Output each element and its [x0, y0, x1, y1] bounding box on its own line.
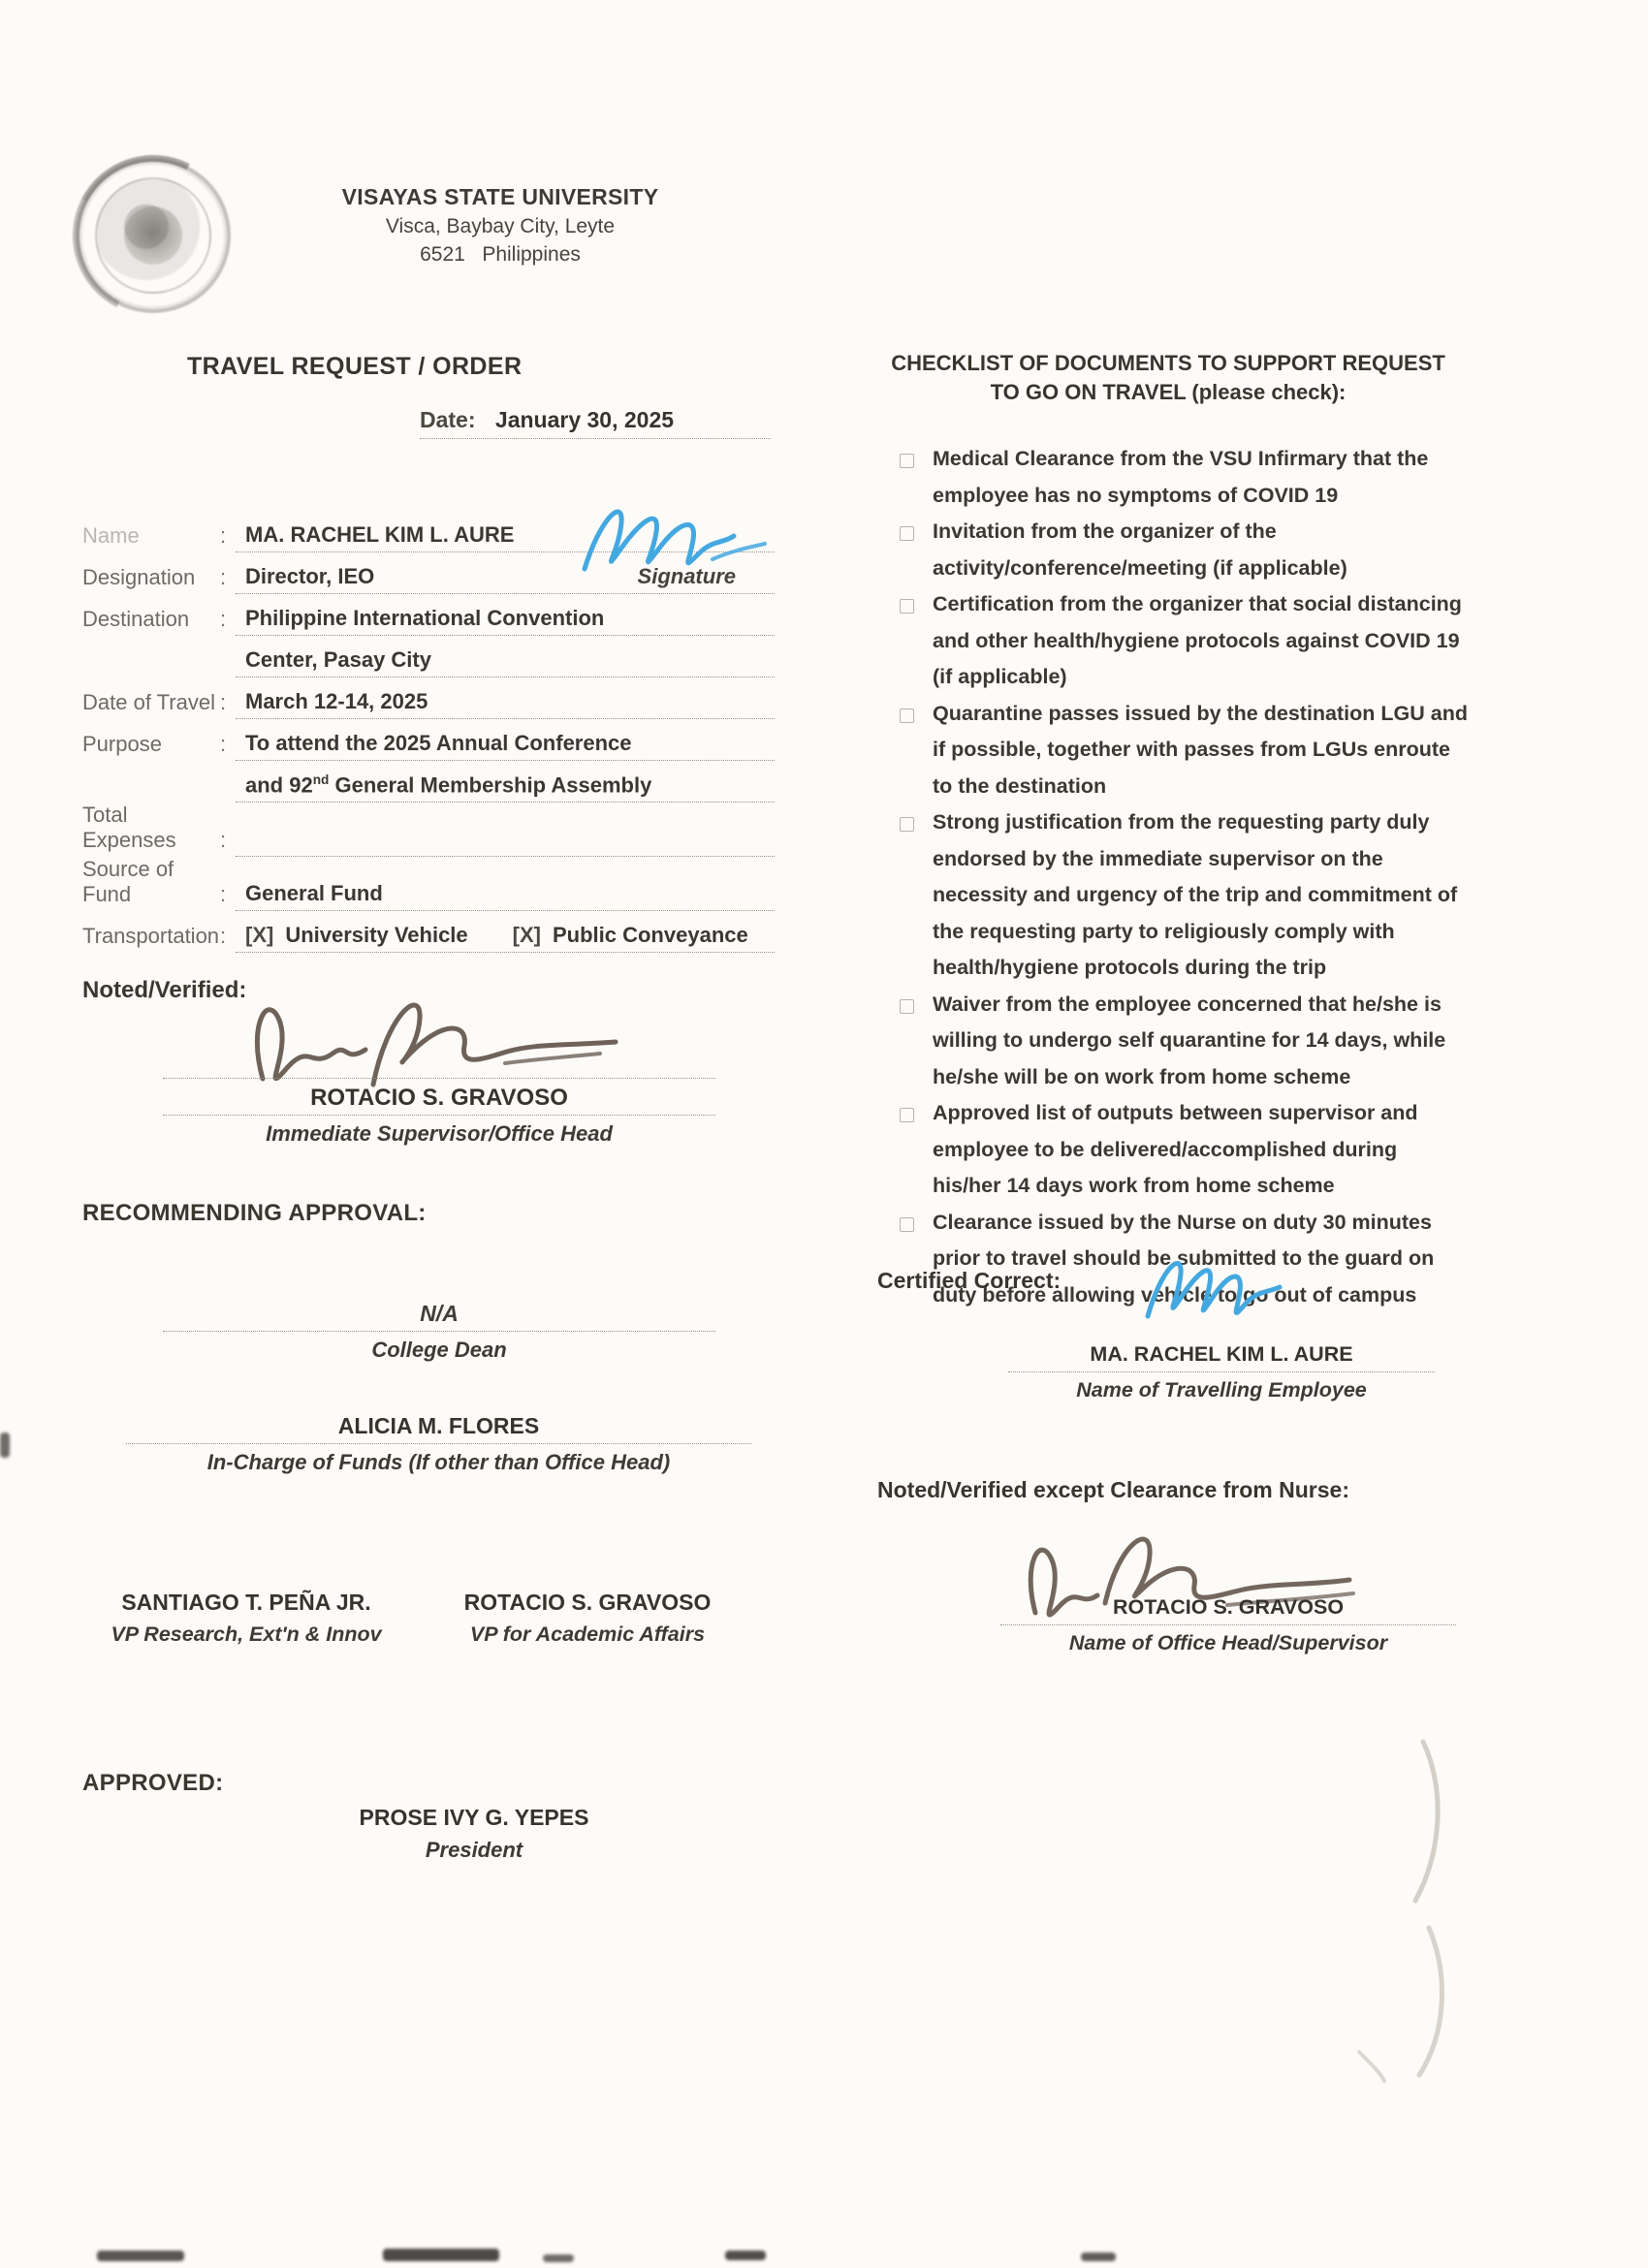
purpose-label: Purpose: [82, 732, 162, 756]
scan-smudge: [725, 2251, 766, 2260]
checkbox-icon: [900, 599, 914, 614]
checklist: [900, 441, 1468, 1313]
checklist-item: [900, 514, 1468, 586]
date-value: January 30, 2025: [494, 407, 675, 432]
checklist-item-text: Invitation from the organizer of the activity/conference/meeting (if applicable): [933, 520, 1347, 580]
vp-research-name: SANTIAGO T. PEÑA JR.: [121, 1590, 371, 1615]
checklist-item-text: Approved list of outputs between supervisor and employee to be delivered/accomplished during his/her 14 days work from home scheme: [933, 1101, 1418, 1197]
form-title: TRAVEL REQUEST / ORDER: [187, 353, 523, 380]
date-label: Date:: [420, 407, 476, 432]
scan-smudge: [543, 2254, 574, 2262]
noted-verified-except-label: Noted/Verified except Clearance from Nurse:: [877, 1477, 1349, 1502]
vp-signatories-row: [82, 1590, 751, 1647]
funds-incharge-block: [126, 1413, 751, 1475]
designation-value: Director, IEO: [245, 564, 375, 588]
date-row: [420, 407, 771, 439]
checkbox-icon: [900, 709, 914, 723]
name-value: MA. RACHEL KIM L. AURE: [236, 522, 775, 552]
seal-core: [124, 206, 182, 265]
scan-smudge: [97, 2251, 184, 2261]
purpose-line2-pre: and 92: [245, 772, 313, 797]
destination-value-line1: Philippine International Convention: [236, 606, 775, 636]
address-line-2: 6521 Philippines: [420, 243, 581, 266]
college-dean-block: [163, 1301, 715, 1363]
destination-label: Destination: [82, 607, 190, 631]
aure-signature-left: [567, 489, 790, 591]
supervisor-title: Immediate Supervisor/Office Head: [266, 1121, 613, 1146]
funds-incharge-name: ALICIA M. FLORES: [126, 1413, 751, 1444]
purpose-colon: :: [220, 732, 227, 756]
source-of-fund-value: General Fund: [236, 881, 775, 911]
source-of-fund-label: Source of Fund: [82, 857, 174, 906]
checkbox-icon: [900, 817, 914, 832]
employee-name: MA. RACHEL KIM L. AURE: [1008, 1342, 1435, 1372]
address-line-1: Visca, Baybay City, Leyte: [385, 215, 616, 237]
checklist-item-text: Waiver from the employee concerned that he/she is willing to undergo self quarantine for 14 days, while he/she will be on work from home scheme: [933, 992, 1446, 1088]
purpose-value-line2: [236, 772, 775, 803]
date-of-travel-value: March 12-14, 2025: [236, 689, 775, 719]
travelling-employee-block: [1008, 1342, 1435, 1402]
vp-academic-name: ROTACIO S. GRAVOSO: [463, 1590, 712, 1615]
checkbox-icon: [900, 1108, 914, 1122]
checklist-item-text: Strong justification from the requesting party duly endorsed by the immediate supervisor on the necessity and urgency of the trip and commitment of the requesting party to religiously comply with health/hygiene protocols during the trip: [933, 810, 1458, 979]
field-row-purpose: [82, 719, 775, 761]
vp-research-title: VP Research, Ext'n & Innov: [111, 1622, 382, 1646]
checklist-item: [900, 1095, 1468, 1205]
checklist-heading: [884, 349, 1452, 407]
vp-academic-block: [424, 1590, 751, 1647]
purpose-line2-post: General Membership Assembly: [329, 772, 652, 797]
designation-colon: :: [220, 565, 227, 589]
checklist-item-text: Quarantine passes issued by the destination LGU and if possible, together with passes from LGUs enroute to the destination: [933, 701, 1468, 798]
university-vehicle-checkbox: [X]: [245, 923, 274, 947]
president-title: President: [425, 1838, 523, 1862]
checklist-item-text: Medical Clearance from the VSU Infirmary that the employee has no symptoms of COVID 19: [933, 447, 1429, 507]
total-expenses-colon: :: [220, 828, 227, 852]
office-head-caption: Name of Office Head/Supervisor: [1068, 1631, 1388, 1654]
university-name: VISAYAS STATE UNIVERSITY: [341, 184, 659, 209]
scan-smudge: [1081, 2252, 1116, 2261]
name-colon: :: [220, 523, 227, 548]
aure-signature-right: [1134, 1243, 1304, 1339]
president-block: [273, 1805, 675, 1863]
field-row-source-of-fund: [82, 857, 775, 911]
field-row-destination: [82, 594, 775, 636]
office-head-name: ROTACIO S. GRAVOSO: [1000, 1595, 1456, 1625]
name-label: Name: [82, 523, 140, 548]
university-seal-stamp: [76, 158, 231, 313]
vp-research-block: [82, 1590, 410, 1647]
scan-smudge: [0, 1433, 10, 1458]
field-row-date-of-travel: [82, 677, 775, 719]
employee-caption: Name of Travelling Employee: [1076, 1378, 1367, 1402]
empty-label: [82, 674, 220, 677]
checklist-item: [900, 696, 1468, 805]
university-vehicle-label: University Vehicle: [285, 923, 468, 947]
transportation-label: Transportation: [82, 924, 220, 948]
supervisor-name: ROTACIO S. GRAVOSO: [163, 1079, 715, 1116]
vp-academic-title: VP for Academic Affairs: [469, 1622, 706, 1646]
empty-colon: [220, 674, 236, 677]
empty-colon: [220, 799, 236, 803]
destination-colon: :: [220, 607, 227, 631]
certified-correct-label: Certified Correct:: [877, 1268, 1062, 1293]
total-expenses-value: [236, 852, 775, 857]
field-row-destination-2: [82, 636, 775, 677]
recommending-approval-label: RECOMMENDING APPROVAL:: [82, 1200, 427, 1226]
stray-pen-marks: [1330, 1730, 1485, 2089]
source-of-fund-colon: :: [220, 882, 227, 906]
checkbox-icon: [900, 526, 914, 541]
checkbox-icon: [900, 999, 914, 1014]
checklist-item: [900, 586, 1468, 696]
college-dean-na: N/A: [163, 1301, 715, 1332]
checklist-heading-line2: TO GO ON TRAVEL (please check):: [990, 380, 1347, 404]
checklist-item-text: Certification from the organizer that social distancing and other health/hygiene protocols against COVID 19 (if applicable): [933, 592, 1462, 688]
letterhead: [250, 184, 750, 267]
checkbox-icon: [900, 454, 914, 468]
checklist-item-text: Clearance issued by the Nurse on duty 30 minutes prior to travel should be submitted to the guard on duty before allowing vehicle to go out of campus: [933, 1210, 1435, 1307]
field-row-purpose-2: [82, 761, 775, 803]
checklist-item: [900, 441, 1468, 514]
noted-verified-label: Noted/Verified:: [82, 977, 247, 1003]
purpose-line2-sup: nd: [312, 772, 330, 787]
funds-incharge-title: In-Charge of Funds (If other than Office Head): [206, 1450, 671, 1474]
supervisor-signature-block: [163, 1078, 715, 1147]
field-row-total-expenses: [82, 803, 775, 857]
college-dean-title: College Dean: [371, 1338, 507, 1362]
public-conveyance-label: Public Conveyance: [552, 923, 748, 947]
public-conveyance-checkbox: [X]: [512, 923, 541, 947]
date-of-travel-colon: :: [220, 690, 227, 714]
office-head-block: [1000, 1595, 1456, 1655]
purpose-value-line1: To attend the 2025 Annual Conference: [236, 731, 775, 761]
destination-value-line2: Center, Pasay City: [236, 647, 775, 677]
scan-smudge: [383, 2249, 499, 2261]
field-row-transportation: [82, 911, 775, 953]
designation-label: Designation: [82, 565, 196, 589]
total-expenses-label: Total Expenses: [82, 803, 176, 852]
checklist-heading-line1: CHECKLIST OF DOCUMENTS TO SUPPORT REQUEST: [891, 351, 1445, 375]
approved-label: APPROVED:: [82, 1770, 224, 1796]
transportation-colon: :: [220, 924, 227, 948]
checkbox-icon: [900, 1217, 914, 1232]
checklist-item: [900, 987, 1468, 1096]
transportation-value: [236, 923, 775, 953]
date-of-travel-label: Date of Travel: [82, 690, 215, 714]
signature-caption: Signature: [637, 564, 736, 588]
president-name: PROSE IVY G. YEPES: [359, 1805, 589, 1830]
checklist-item: [900, 804, 1468, 987]
